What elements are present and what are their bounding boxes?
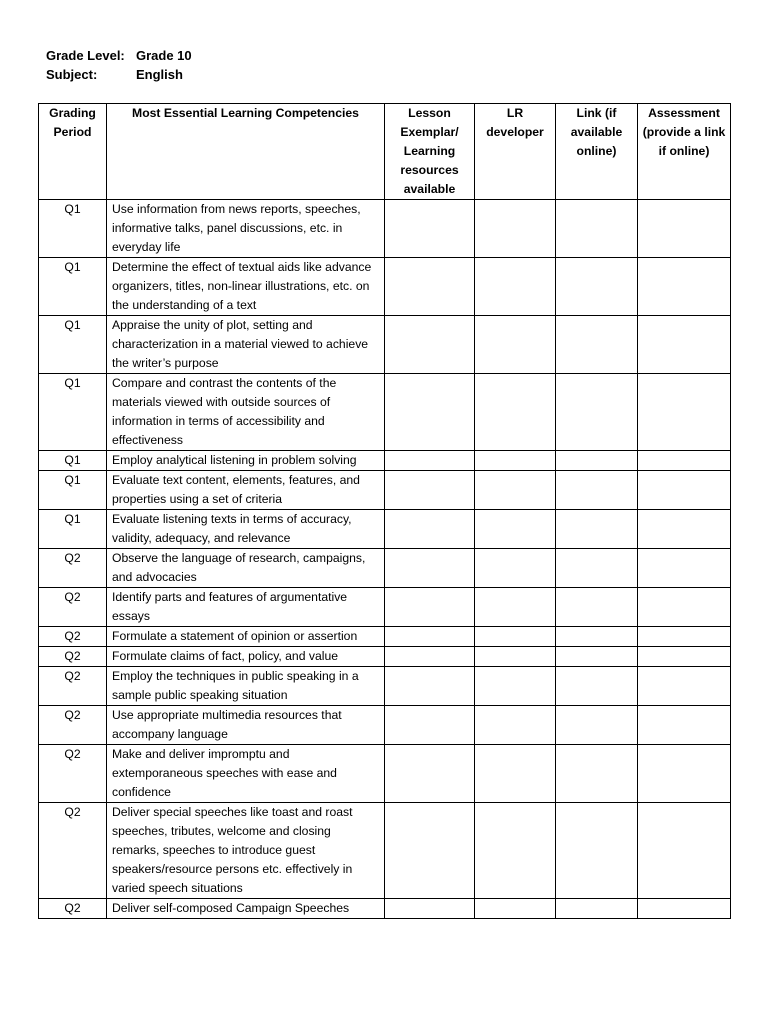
competency-cell: Deliver self-composed Campaign Speeches (107, 899, 385, 919)
link-cell (556, 374, 638, 451)
assessment-cell (638, 803, 731, 899)
assessment-cell (638, 316, 731, 374)
competency-cell: Identify parts and features of argumentative essays (107, 588, 385, 627)
assessment-cell (638, 899, 731, 919)
lesson-exemplar-cell (385, 471, 475, 510)
link-cell (556, 706, 638, 745)
lesson-exemplar-cell (385, 374, 475, 451)
assessment-cell (638, 374, 731, 451)
lr-developer-cell (475, 451, 556, 471)
grading-period-cell: Q2 (39, 627, 107, 647)
assessment-cell (638, 706, 731, 745)
column-header-grading-period: Grading Period (39, 104, 107, 200)
grading-period-cell: Q1 (39, 451, 107, 471)
grade-level-value: Grade 10 (136, 48, 192, 63)
lesson-exemplar-cell (385, 667, 475, 706)
link-cell (556, 647, 638, 667)
lr-developer-cell (475, 647, 556, 667)
grading-period-cell: Q2 (39, 647, 107, 667)
assessment-cell (638, 549, 731, 588)
lr-developer-cell (475, 706, 556, 745)
assessment-cell (638, 451, 731, 471)
assessment-cell (638, 745, 731, 803)
assessment-cell (638, 471, 731, 510)
grading-period-cell: Q2 (39, 745, 107, 803)
lesson-exemplar-cell (385, 706, 475, 745)
lr-developer-cell (475, 316, 556, 374)
table-row (39, 745, 731, 803)
lr-developer-cell (475, 471, 556, 510)
link-cell (556, 803, 638, 899)
assessment-cell (638, 200, 731, 258)
lesson-exemplar-cell (385, 258, 475, 316)
competency-cell: Evaluate listening texts in terms of accuracy, validity, adequacy, and relevance (107, 510, 385, 549)
competency-cell: Formulate claims of fact, policy, and value (107, 647, 385, 667)
assessment-cell (638, 258, 731, 316)
link-cell (556, 510, 638, 549)
link-cell (556, 316, 638, 374)
lr-developer-cell (475, 510, 556, 549)
subject-value: English (136, 67, 183, 82)
competency-cell: Employ the techniques in public speaking in a sample public speaking situation (107, 667, 385, 706)
grading-period-cell: Q1 (39, 200, 107, 258)
link-cell (556, 745, 638, 803)
column-header-competencies: Most Essential Learning Competencies (107, 104, 385, 200)
link-cell (556, 258, 638, 316)
lr-developer-cell (475, 627, 556, 647)
competency-cell: Formulate a statement of opinion or assertion (107, 627, 385, 647)
assessment-cell (638, 588, 731, 627)
lr-developer-cell (475, 803, 556, 899)
lesson-exemplar-cell (385, 200, 475, 258)
table-header-row (39, 104, 731, 200)
table-row (39, 471, 731, 510)
competency-cell: Make and deliver impromptu and extemporaneous speeches with ease and confidence (107, 745, 385, 803)
column-header-lesson-exemplar: Lesson Exemplar/ Learning resources available (385, 104, 475, 200)
assessment-cell (638, 667, 731, 706)
link-cell (556, 549, 638, 588)
competency-cell: Deliver special speeches like toast and roast speeches, tributes, welcome and closing remarks, speeches to introduce guest speakers/resource persons etc. effectively in varied speech situations (107, 803, 385, 899)
assessment-cell (638, 627, 731, 647)
lesson-exemplar-cell (385, 316, 475, 374)
lesson-exemplar-cell (385, 588, 475, 627)
table-row (39, 667, 731, 706)
lesson-exemplar-cell (385, 745, 475, 803)
lesson-exemplar-cell (385, 549, 475, 588)
grading-period-cell: Q2 (39, 588, 107, 627)
table-row (39, 588, 731, 627)
lr-developer-cell (475, 200, 556, 258)
grading-period-cell: Q2 (39, 706, 107, 745)
assessment-cell (638, 647, 731, 667)
grading-period-cell: Q2 (39, 899, 107, 919)
table-row (39, 258, 731, 316)
table-row (39, 510, 731, 549)
lr-developer-cell (475, 899, 556, 919)
table-row (39, 374, 731, 451)
grading-period-cell: Q1 (39, 316, 107, 374)
competencies-table (38, 103, 731, 919)
grading-period-cell: Q1 (39, 258, 107, 316)
table-row (39, 706, 731, 745)
document-header (46, 46, 192, 84)
lesson-exemplar-cell (385, 647, 475, 667)
grade-level-label: Grade Level: (46, 48, 125, 63)
table-row (39, 451, 731, 471)
lr-developer-cell (475, 549, 556, 588)
grading-period-cell: Q2 (39, 667, 107, 706)
table-row (39, 200, 731, 258)
link-cell (556, 627, 638, 647)
grading-period-cell: Q1 (39, 471, 107, 510)
lesson-exemplar-cell (385, 803, 475, 899)
column-header-assessment: Assessment (provide a link if online) (638, 104, 731, 200)
lr-developer-cell (475, 258, 556, 316)
lesson-exemplar-cell (385, 510, 475, 549)
link-cell (556, 667, 638, 706)
competency-cell: Use information from news reports, speeches, informative talks, panel discussions, etc. in everyday life (107, 200, 385, 258)
grading-period-cell: Q2 (39, 549, 107, 588)
table-body (39, 200, 731, 919)
competency-cell: Compare and contrast the contents of the materials viewed with outside sources of information in terms of accessibility and effectiveness (107, 374, 385, 451)
table-row (39, 316, 731, 374)
competency-cell: Employ analytical listening in problem solving (107, 451, 385, 471)
link-cell (556, 451, 638, 471)
column-header-link: Link (if available online) (556, 104, 638, 200)
assessment-cell (638, 510, 731, 549)
table-row (39, 647, 731, 667)
lr-developer-cell (475, 588, 556, 627)
grading-period-cell: Q2 (39, 803, 107, 899)
table-row (39, 549, 731, 588)
table-row (39, 803, 731, 899)
competency-cell: Evaluate text content, elements, features, and properties using a set of criteria (107, 471, 385, 510)
lesson-exemplar-cell (385, 627, 475, 647)
table-row (39, 627, 731, 647)
link-cell (556, 200, 638, 258)
link-cell (556, 588, 638, 627)
competency-cell: Use appropriate multimedia resources that accompany language (107, 706, 385, 745)
column-header-lr-developer: LR developer (475, 104, 556, 200)
subject-row (46, 65, 192, 84)
grading-period-cell: Q1 (39, 510, 107, 549)
lesson-exemplar-cell (385, 899, 475, 919)
lesson-exemplar-cell (385, 451, 475, 471)
grading-period-cell: Q1 (39, 374, 107, 451)
lr-developer-cell (475, 667, 556, 706)
table-row (39, 899, 731, 919)
lr-developer-cell (475, 374, 556, 451)
competency-cell: Observe the language of research, campaigns, and advocacies (107, 549, 385, 588)
competency-cell: Determine the effect of textual aids like advance organizers, titles, non-linear illustrations, etc. on the understanding of a text (107, 258, 385, 316)
link-cell (556, 899, 638, 919)
competency-cell: Appraise the unity of plot, setting and characterization in a material viewed to achieve the writer’s purpose (107, 316, 385, 374)
lr-developer-cell (475, 745, 556, 803)
subject-label: Subject: (46, 67, 98, 82)
grade-level-row (46, 46, 192, 65)
link-cell (556, 471, 638, 510)
